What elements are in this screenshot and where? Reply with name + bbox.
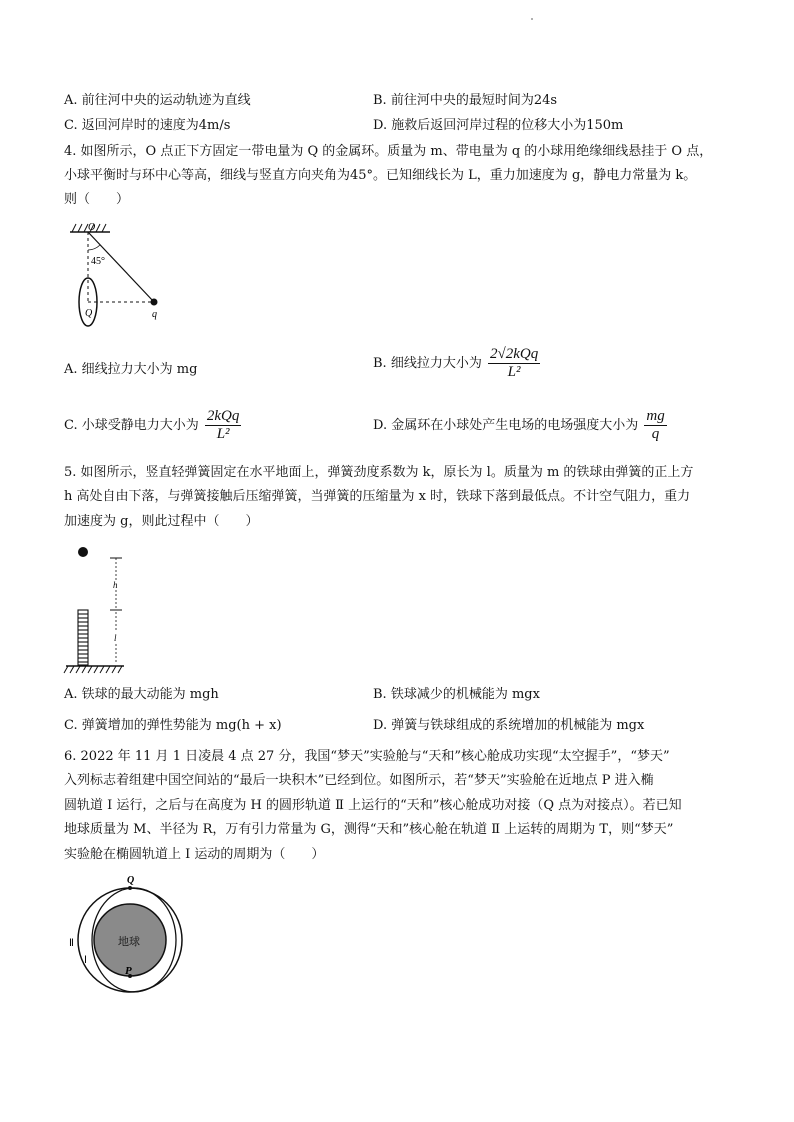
q4-option-c-fraction [205,408,242,443]
q4-option-b-fraction [488,346,540,381]
q6-stem-line1: 6. 2022 年 11 月 1 日凌晨 4 点 27 分，我国“梦天”实验舱与“天和”核心舱成功实现“太空握手”，“梦天” [64,749,670,764]
q4-option-d [373,408,667,443]
q5-option-b: B. 铁球减少的机械能为 mgx [373,687,540,702]
scan-speck [531,18,533,20]
q6-stem-line2: 入列标志着组建中国空间站的“最后一块积木”已经到位。如图所示，若“梦天”实验舱在近地点 P 进入椭 [64,773,654,788]
q4-option-a: A. 细线拉力大小为 mg [64,362,198,377]
label-earth: 地球 [118,935,140,948]
q3-option-d: D. 施救后返回河岸过程的位移大小为150m [373,118,624,133]
q5-option-a: A. 铁球的最大动能为 mgh [64,687,219,702]
label-q: Q [127,875,135,886]
q4-option-b-denominator: L² [507,364,521,380]
q3-option-c: C. 返回河岸时的速度为4m/s [64,118,231,133]
q5-stem-line3: 加速度为 g，则此过程中（ ） [64,514,259,529]
label-p: P [125,965,132,977]
label-l: l [114,633,117,643]
q4-stem-line2: 小球平衡时与环中心等高，细线与竖直方向夹角为45°。已知细线长为 L，重力加速度为 g，静电力常量为 k。 [64,168,697,183]
q5-option-c: C. 弹簧增加的弹性势能为 mg(h + x) [64,718,282,733]
q6-stem-line4: 地球质量为 M、半径为 R，万有引力常量为 G，测得“天和”核心舱在轨道 Ⅱ 上运转的周期为 T，则“梦天” [64,822,674,837]
q5-option-d: D. 弹簧与铁球组成的系统增加的机械能为 mgx [373,718,645,733]
q5-figure [62,540,152,675]
thread-line [88,232,154,302]
q6-stem-line3: 圆轨道 Ⅰ 运行，之后与在高度为 H 的圆形轨道 Ⅱ 上运行的“天和”核心舱成功对接（Q 点为对接点）。若已知 [64,798,682,813]
q4-option-d-text: D. 金属环在小球处产生电场的电场强度大小为 [373,418,639,433]
iron-ball [78,547,88,557]
q4-option-d-denominator: q [651,426,660,442]
spring-coil [78,610,88,665]
angle-arc [88,245,100,250]
q6-stem-line5: 实验舱在椭圆轨道上 Ⅰ 运动的周期为（ ） [64,847,325,862]
charged-ball [151,299,158,306]
q3-option-a: A. 前往河中央的运动轨迹为直线 [64,93,251,108]
q5-stem-line1: 5. 如图所示，竖直轻弹簧固定在水平地面上，弹簧劲度系数为 k，原长为 l。质量为 m 的铁球由弹簧的正上方 [64,465,694,480]
q4-figure [62,220,172,330]
q6-figure [62,868,192,998]
label-orbit-i: Ⅰ [84,955,87,966]
q5-stem-line2: h 高处自由下落，与弹簧接触后压缩弹簧，当弹簧的压缩量为 x 时，铁球下落到最低点。不计空气阻力，重力 [64,489,691,504]
label-orbit-ii: Ⅱ [69,938,74,949]
q4-option-b-numerator: 2√2kQq [489,346,539,362]
label-h: h [113,580,118,590]
label-ball-q: q [152,309,157,320]
ground-hatch [64,666,122,673]
q3-option-b: B. 前往河中央的最短时间为24s [373,93,558,108]
q4-option-b-text: B. 细线拉力大小为 [373,356,482,371]
label-angle: 45° [91,256,105,267]
label-ring-q: Q [85,308,93,319]
point-q [128,886,132,890]
q4-option-c [64,408,241,443]
q4-option-c-denominator: L² [216,426,230,442]
q4-option-d-fraction [644,408,666,443]
q4-option-c-text: C. 小球受静电力大小为 [64,418,199,433]
q4-option-c-numerator: 2kQq [206,408,240,424]
q4-option-b [373,346,540,381]
label-o: O [88,222,96,233]
q4-stem-line1: 4. 如图所示，O 点正下方固定一带电量为 Q 的金属环。质量为 m、带电量为 q 的小球用绝缘细线悬挂于 O 点， [64,144,713,159]
q4-stem-line3: 则（ ） [64,192,130,207]
q4-option-d-numerator: mg [646,408,665,424]
